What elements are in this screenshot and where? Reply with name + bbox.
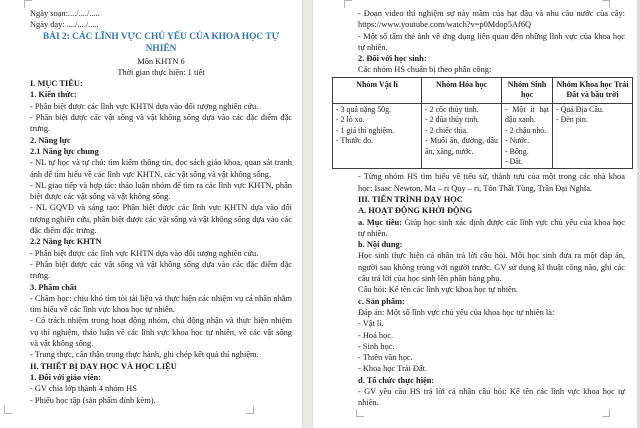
heading-giao-vien: 1. Đối với giáo viên: [30,372,101,382]
text-boundary-mark [602,0,610,8]
heading-thiet-bi: II. THIẾT BỊ DẠY HỌC VÀ HỌC LIỆU [30,361,177,371]
list-item-vat-li: - Vật lí. [358,319,384,329]
document-page-1[interactable] [0,0,303,428]
para-kien-thuc-1: - Phân biệt được các lĩnh vực KHTN dựa vào đối tượng nghiên cứu. [30,101,259,111]
cell-line: - 2 lò xo. [336,115,365,125]
text-boundary-mark [344,0,352,8]
para-hs-intro: Các nhóm HS chuẩn bị theo phân công: [358,65,492,75]
heading-pham-chat: 3. Phẩm chất [30,282,77,292]
doc-subtitle: Môn KHTN 6 [137,56,185,66]
heading-nang-luc-chung: 2.1 Năng lực chung [30,146,99,156]
label-muc-tieu: a. Mục tiêu: [358,217,402,227]
field-ngay-day: Ngày dạy: ..../..../..... [30,20,99,30]
cell-hoa-hoc [422,103,502,168]
cell-sinh-hoc [502,103,553,168]
para-nl-khtn-2: - Phân biệt được các vật sống và vật không sống dựa vào các đặc điểm đặc trưng. [30,259,292,281]
cell-line: - Đất. [505,157,523,166]
cell-line: - Nước. [505,136,530,146]
doc-duration: Thời gian thực hiện: 1 tiết [117,67,205,77]
para-pham-chat-1: - Chăm học: chịu khó tìm tòi tài liệu và thực hiện các nhiệm vụ cá nhân nhằm tìm hiểu về các lĩnh vực khoa học tự nhiên. [30,293,292,315]
prep-table-header-row [333,77,633,103]
para-giao-vien-video: - Đoạn video thí nghiệm sự nảy mầm của hạt đậu và nhu cầu nước của cây: https://www.youtube.com/watch?v=p0Mdop5Af6Q [358,9,625,30]
col-header-hoa-hoc: Nhóm Hóa học [422,77,502,103]
heading-khoi-dong: A. HOẠT ĐỘNG KHỞI ĐỘNG [358,206,473,216]
document-page-2[interactable] [312,0,638,428]
text-boundary-mark [602,409,610,417]
cell-line: - 1 giá thí nghiệm. [336,125,395,135]
cell-line: - Bông. [505,146,529,156]
list-item-hoa-hoc: - Hoá học. [358,330,394,340]
heading-noi-dung: b. Nội dung: [358,240,403,250]
para-dap-an: Đáp án: Một số lĩnh vực chủ yếu của khoa học tự nhiên là: [358,307,555,317]
para-to-chuc-1: - GV yêu cầu HS trả lời cá nhân câu hỏi: Kể tên các lĩnh vực khoa học tự nhiên. [358,387,625,408]
para-cau-hoi: Câu hỏi: Kể tên các lĩnh vực khoa học tự nhiên. [358,285,519,295]
para-noi-dung: Học sinh thực hiện cá nhân trả lời câu hỏi. Mỗi học sinh đưa ra một đáp án, người sau không trùng với người trước. GV sử dụng kĩ thuật công não, ghi các câu trả lời của học sinh lên phần bảng phụ. [358,251,625,284]
cell-line: - 2 chiếc thìa. [425,125,468,135]
para-giao-vien-cards: - Một số tấm thẻ ảnh về ứng dụng liên quan đến những lĩnh vực của khoa học tự nhiên. [358,31,625,52]
para-kien-thuc-2: - Phân biệt được các vật sống và vật không sống dựa vào các đặc điểm đặc trưng. [30,113,292,134]
text-muc-tieu: Giúp học sinh xác định được các lĩnh vực chủ yếu của khoa học tự nhiên. [358,217,626,238]
cell-line: - Quả Địa Cầu. [556,104,604,114]
cell-line: - 3 quả nặng 50g. [336,104,392,114]
cell-line: - Đèn pin. [556,115,588,125]
heading-muc-tieu: I. MỤC TIÊU: [30,79,83,89]
col-header-sinh-hoc: Nhóm Sinh học [502,77,553,103]
cell-line: - Muối ăn, đường, dầu ăn, xăng, nước. [425,136,498,156]
para-nang-luc-3: - NL GQVĐ và sáng tạo: Phân biệt được các lĩnh vực KHTN dựa vào đối tượng nghiên cứu, phân biệt được các vật sống và vật không sống dựa vào các đặc điểm đặc trưng. [30,203,292,236]
field-ngay-soan: Ngày soạn:..../..../..... [30,9,100,18]
para-pham-chat-2: - Có trách nhiệm trong hoạt động nhóm, chủ động nhận và thực hiện nhiệm vụ thí nghiệm, thảo luận về các lĩnh vực khoa học tự nhiên, về các vật sống và vật không sống. [30,316,292,349]
heading-nang-luc: 2. Năng lực [30,135,71,145]
heading-kien-thuc: 1. Kiến thức: [30,90,77,100]
doc-title: BÀI 2: CÁC LĨNH VỰC CHỦ YẾU CỦA KHOA HỌC TỰ NHIÊN [42,31,280,55]
col-header-khoa-hoc-trai-dat: Nhóm Khoa học Trái Đất và bầu trời [553,77,633,103]
col-header-vat-li: Nhóm Vật lí [333,77,422,103]
prep-table [332,77,633,170]
cell-line: - 2 cốc thủy tinh. [425,104,479,114]
heading-tien-trinh: III. TIẾN TRÌNH DẠY HỌC [358,195,463,204]
list-item-thien-van-hoc: - Thiên văn học. [358,353,413,363]
cell-line: - 2 chậu nhỏ. [505,125,547,135]
para-giao-vien-2: - Phiếu học tập (sản phẩm đính kèm). [30,395,156,405]
para-pham-chat-3: - Trung thực, cẩn thận trong thực hành, ghi chép kết quả thí nghiệm. [30,350,259,360]
text-boundary-mark [24,0,32,8]
cell-line: - Một ít hạt đậu xanh. [505,104,549,125]
para-nang-luc-2: - NL giao tiếp và hợp tác: thảo luận nhóm để tìm ra các lĩnh vực KHTN, phân biệt được các vật sống và vật không sống. [30,180,292,202]
para-giao-vien-1: - GV chia lớp thành 4 nhóm HS [30,384,137,394]
prep-table-body-row [333,103,633,168]
heading-hoc-sinh: 2. Đối với học sinh: [358,54,427,64]
heading-nang-luc-khtn: 2.2 Năng lực KHTN [30,237,102,247]
cell-line: - Thước đo. [336,136,374,146]
cell-line: - 2 đũa thủy tinh. [425,115,480,125]
para-hs-note: - Từng nhóm HS tìm hiểu về tiểu sử, thành tựu của một trong các nhà khoa học: Isaac Newton, Ma – ri Quy – ri, Tôn Thất Tùng, Trần Đại Nghĩa. [358,172,625,193]
list-item-sinh-hoc: - Sinh học. [358,341,395,351]
list-item-khoa-hoc-trai-dat: - Khoa học Trái Đất. [358,364,428,374]
para-muc-tieu [358,217,625,240]
para-nang-luc-1: - NL tự học và tự chủ: tìm kiếm thông tin, đọc sách giáo khoa, quan sát tranh ảnh để tìm hiểu về các lĩnh vực KHTN, các vật sống và vật không sống. [30,158,292,179]
heading-san-pham: c. Sản phẩm: [358,296,405,306]
cell-khoa-hoc-trai-dat [553,103,633,168]
cell-vat-li [333,103,422,168]
text-boundary-mark [356,409,364,417]
text-boundary-mark [246,406,254,414]
heading-to-chuc: d. Tổ chức thực hiện: [358,375,435,385]
para-nl-khtn-1: - Phân biệt được các lĩnh vực KHTN dựa vào đối tượng nghiên cứu. [30,248,259,258]
text-boundary-mark [4,406,12,414]
